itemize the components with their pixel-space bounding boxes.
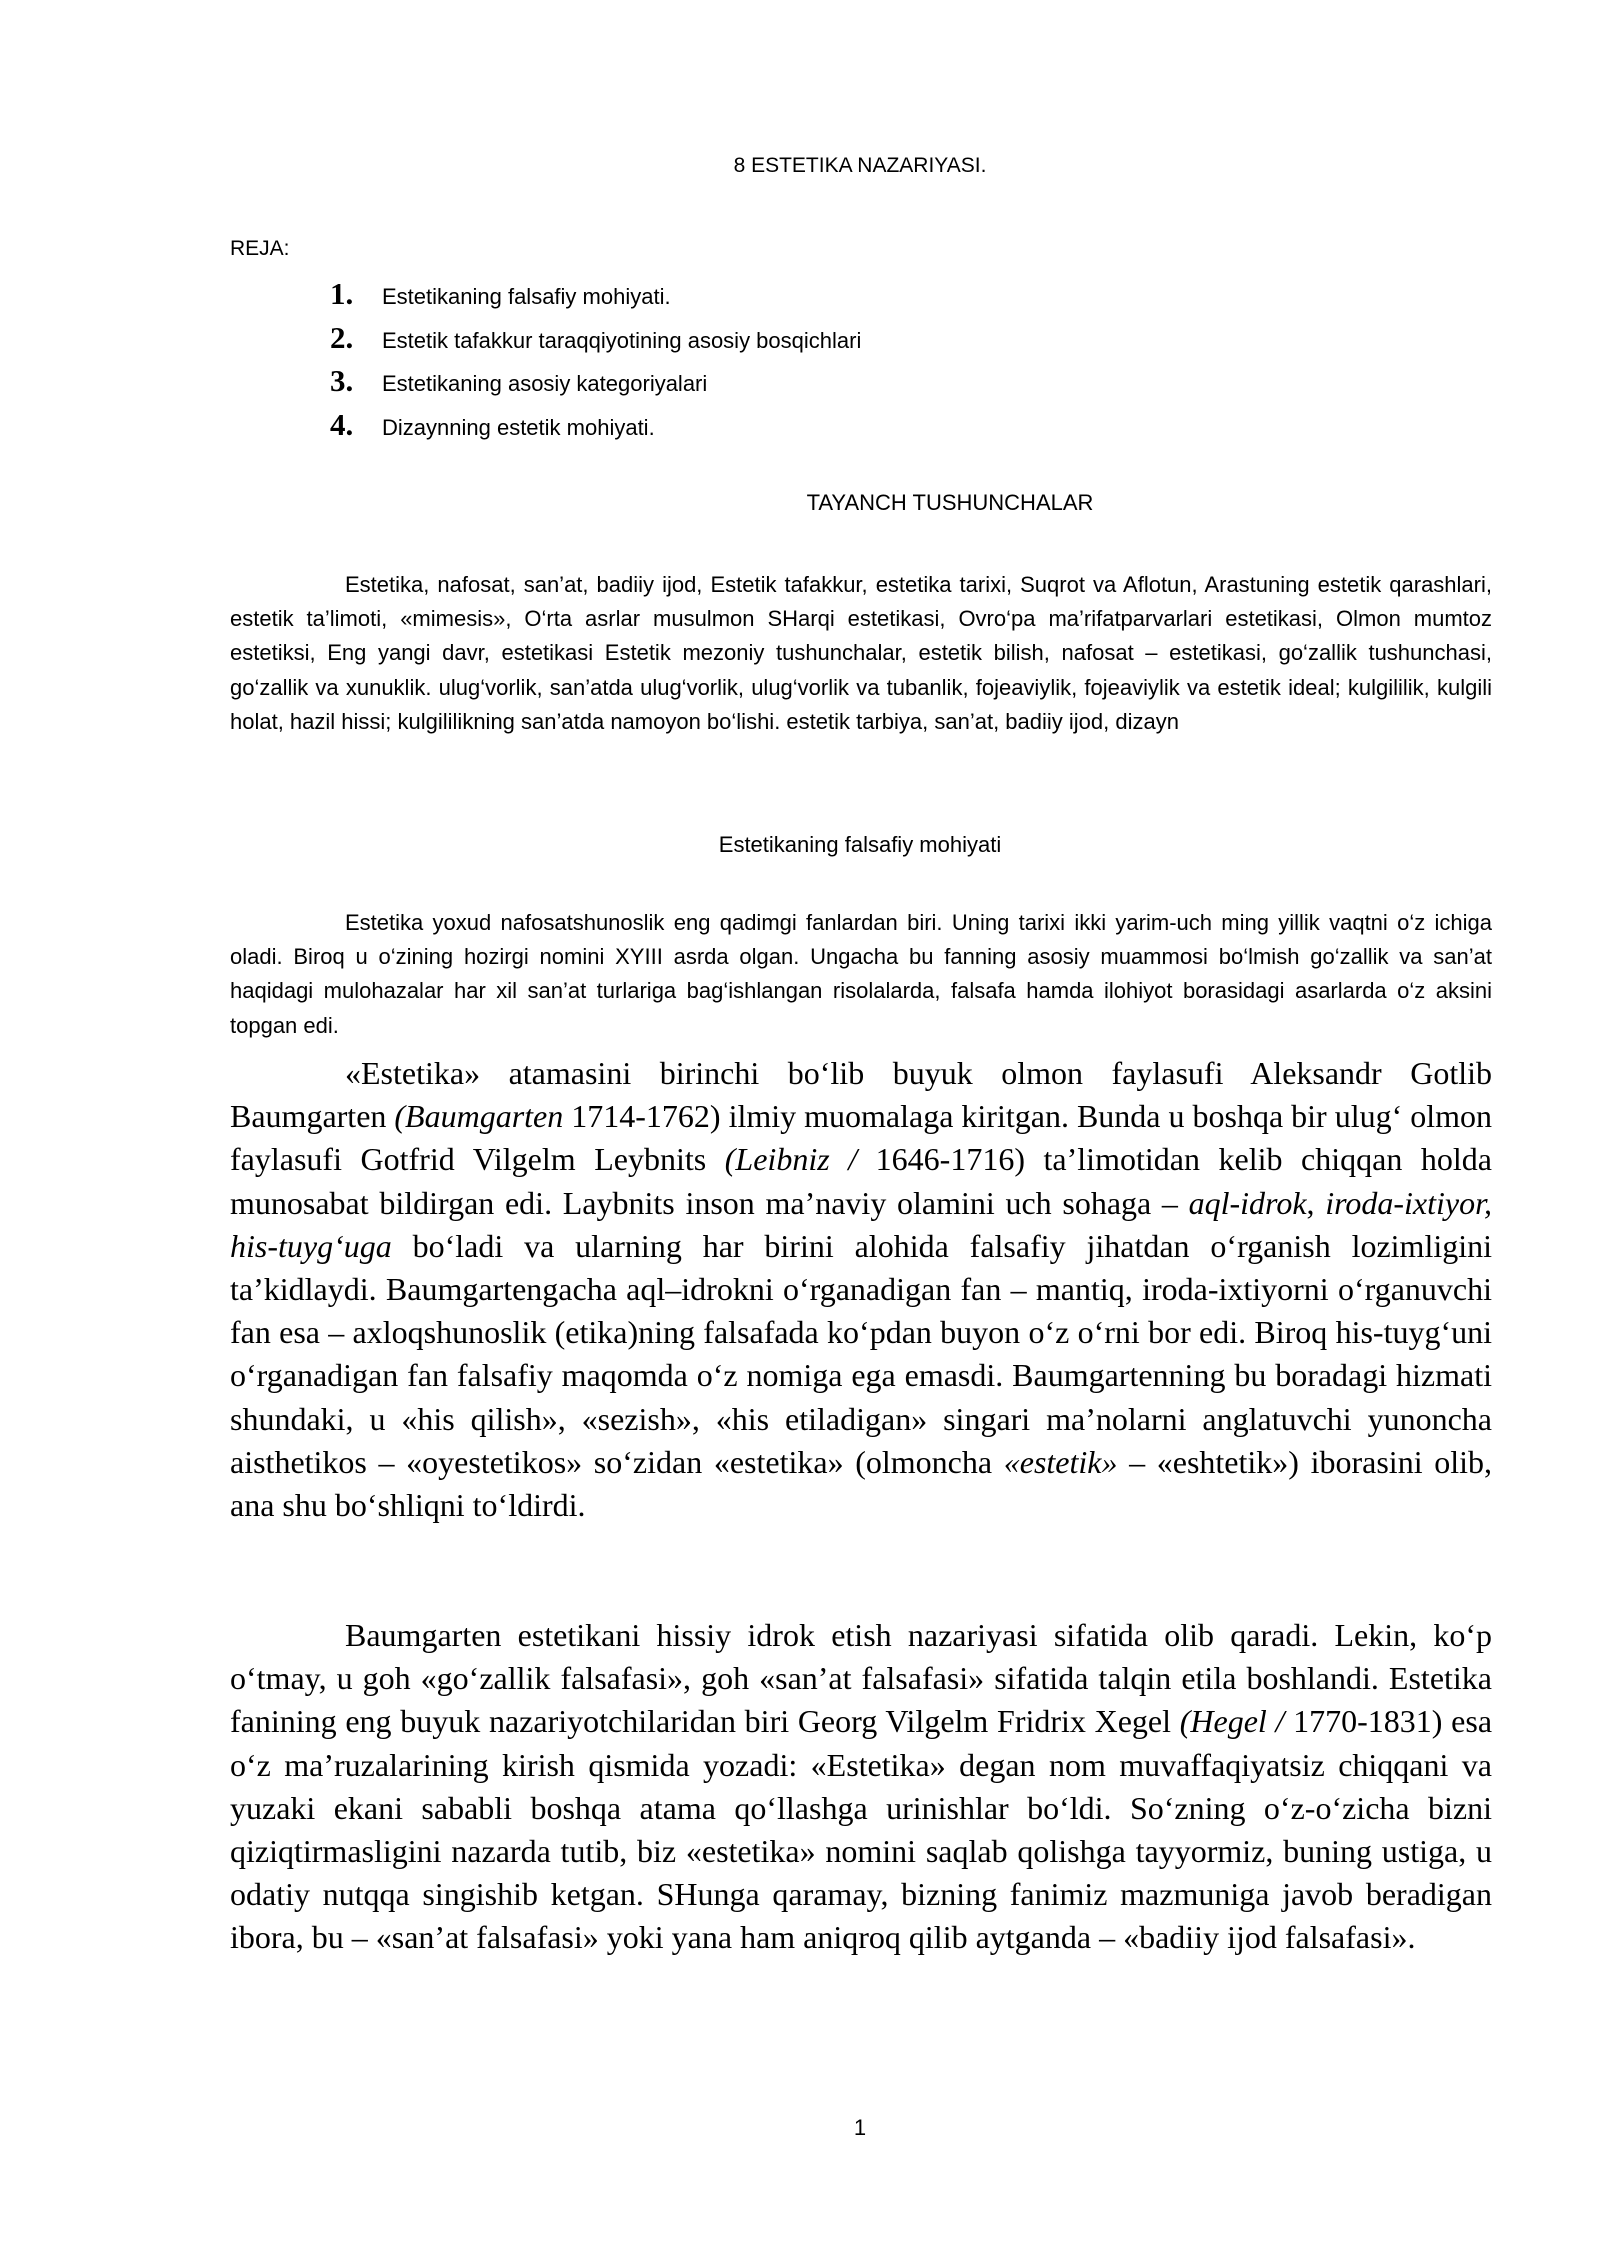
text-run: 1714-1762) ilmiy muomalaga kiritgan. Bunda u boshqa bir ulug‘ olmon faylasufi Gotfrid Vilgelm Leybnits bbox=[230, 1098, 1493, 1178]
plan-item-number: 4. bbox=[330, 406, 354, 442]
text-run: 1770-1831) esa o‘z ma’ruzalarining kirish qismida yozadi: «Estetika» degan nom muvaffaqiyatsiz chiqqani va yuzaki ekani sababli boshqa atama qo‘llashga urinishlar bo‘ldi. So‘zning o‘z-o‘zicha bizni qiziqtirmasligini nazarda tutib, biz «estetika» nomini saqlab qolishga tayyormiz, buning ustiga, u odatiy nutqqa singishib ketgan. SHunga qaramay, bizning fanimiz mazmuniga javob beradigan ibora, bu – «san’at falsafasi» yoki yana ham aniqroq qilib aytganda – «badiiy ijod falsafasi». bbox=[230, 1703, 1493, 1956]
plan-item-text: Estetikaning asosiy kategoriyalari bbox=[382, 371, 708, 396]
plan-label: REJA: bbox=[230, 237, 290, 260]
text-run-italic: (Baumgarten bbox=[394, 1098, 564, 1135]
text-run-italic: aql-idrok bbox=[1188, 1184, 1307, 1221]
document-title: 8 ESTETIKA NAZARIYASI. bbox=[733, 154, 987, 177]
plan-item bbox=[330, 359, 861, 403]
plan-item bbox=[330, 272, 861, 316]
plan-item bbox=[330, 316, 861, 360]
plan-item-text: Dizaynning estetik mohiyati. bbox=[382, 414, 655, 440]
text-run: , bbox=[1306, 1184, 1326, 1221]
text-run-italic: iroda-ixtiyor, bbox=[1325, 1184, 1493, 1221]
plan-item-number: 1. bbox=[330, 276, 354, 311]
text-run: bo‘ladi va ularning har birini alohida falsafiy jihatdan o‘rganish lozimligini ta’kidlaydi. Baumgartengacha aql–idrokni o‘rganadigan fan – mantiq, iroda-ixtiyorni o‘rganuvchi fan esa – axloqshunoslik (etika)ning falsafada ko‘pdan buyon o‘z o‘rni bor edi. Biroq his-tuyg‘uni o‘rganadigan fan falsafiy maqomda o‘z nomiga ega emasdi. Baumgartenning bu boradagi hizmati shundaki, u «his qilish», «sezish», «his etiladigan» singari ma’nolarni anglatuvchi yunoncha aisthetikos – «oyestetikos» so‘zidan «estetika» (olmoncha bbox=[230, 1227, 1492, 1480]
text-run: «Estetika» atamasini birinchi bo‘lib buyuk olmon faylasufi Aleksandr Gotlib Baumgarten bbox=[230, 1055, 1492, 1135]
plan-item-text: Estetik tafakkur taraqqiyotining asosiy bosqichlari bbox=[382, 327, 862, 353]
page-number: 1 bbox=[853, 2115, 867, 2140]
text-run-italic: «estetik» bbox=[1003, 1443, 1118, 1480]
plan-item-number: 2. bbox=[330, 319, 354, 355]
section-heading: Estetikaning falsafiy mohiyati bbox=[718, 832, 1002, 857]
keywords-heading: TAYANCH TUSHUNCHALAR bbox=[806, 490, 1094, 515]
plan-item-text: Estetikaning falsafiy mohiyati. bbox=[382, 284, 671, 309]
plan-item-number: 3. bbox=[330, 363, 354, 398]
body-paragraph-2 bbox=[230, 1614, 1492, 1960]
text-run: Baumgarten estetikani hissiy idrok etish nazariyasi sifatida olib qaradi. Lekin, ko‘p o‘tmay, u goh «go‘zallik falsafasi», goh «san’at falsafasi» sifatida talqin etila boshlandi. Estetika fanining eng buyuk nazariyotchilaridan biri Georg Vilgelm Fridrix Xegel bbox=[230, 1617, 1492, 1740]
keywords-paragraph: Estetika, nafosat, san’at, badiiy ijod, Estetik tafakkur, estetika tarixi, Suqrot va Aflotun, Arastuning estetik qarashlari, estetik ta’limoti, «mimesis», O‘rta asrlar musulmon SHarqi estetikasi, Ovro‘pa ma’rifatparvarlari estetikasi, Olmon mumtoz estetiksi, Eng yangi davr, estetikasi Estetik mezoniy tushunchalar, estetik bilish, nafosat – estetikasi, go‘zallik tushunchasi, go‘zallik va xunuklik. ulug‘vorlik, san’atda ulug‘vorlik, ulug‘vorlik va tubanlik, fojeaviylik, fojeaviylik va estetik ideal; kulgililik, kulgili holat, hazil hissi; kulgililikning san’atda namoyon bo‘lishi. estetik tarbiya, san’at, badiiy ijod, dizayn bbox=[230, 572, 1492, 734]
text-run-italic: (Leibniz / bbox=[724, 1141, 858, 1178]
plan-list bbox=[330, 272, 861, 446]
text-run-italic: his-tuyg‘uga bbox=[230, 1227, 392, 1264]
text-run: – «eshtetik») iborasini olib, ana shu bo‘shliqni to‘ldirdi. bbox=[230, 1443, 1493, 1524]
text-run: 1646-1716) ta’limotidan kelib chiqqan holda munosabat bildirgan edi. Laybnits inson ma’naviy olamini uch sohaga – bbox=[230, 1141, 1493, 1221]
plan-item bbox=[330, 403, 861, 447]
intro-paragraph: Estetika yoxud nafosatshunoslik eng qadimgi fanlardan biri. Uning tarixi ikki yarim-uch ming yillik vaqtni o‘z ichiga oladi. Biroq u o‘zining hozirgi nomini XYIII asrda olgan. Ungacha bu fanning asosiy muammosi bo‘lmish go‘zallik va san’at haqidagi mulohazalar har xil san’at turlariga bag‘ishlangan risolalarda, falsafa hamda ilohiyot borasidagi asarlarda o‘z aksini topgan edi. bbox=[230, 910, 1492, 1038]
body-paragraph-1 bbox=[230, 1052, 1492, 1527]
text-run-italic: (Hegel / bbox=[1179, 1703, 1285, 1740]
